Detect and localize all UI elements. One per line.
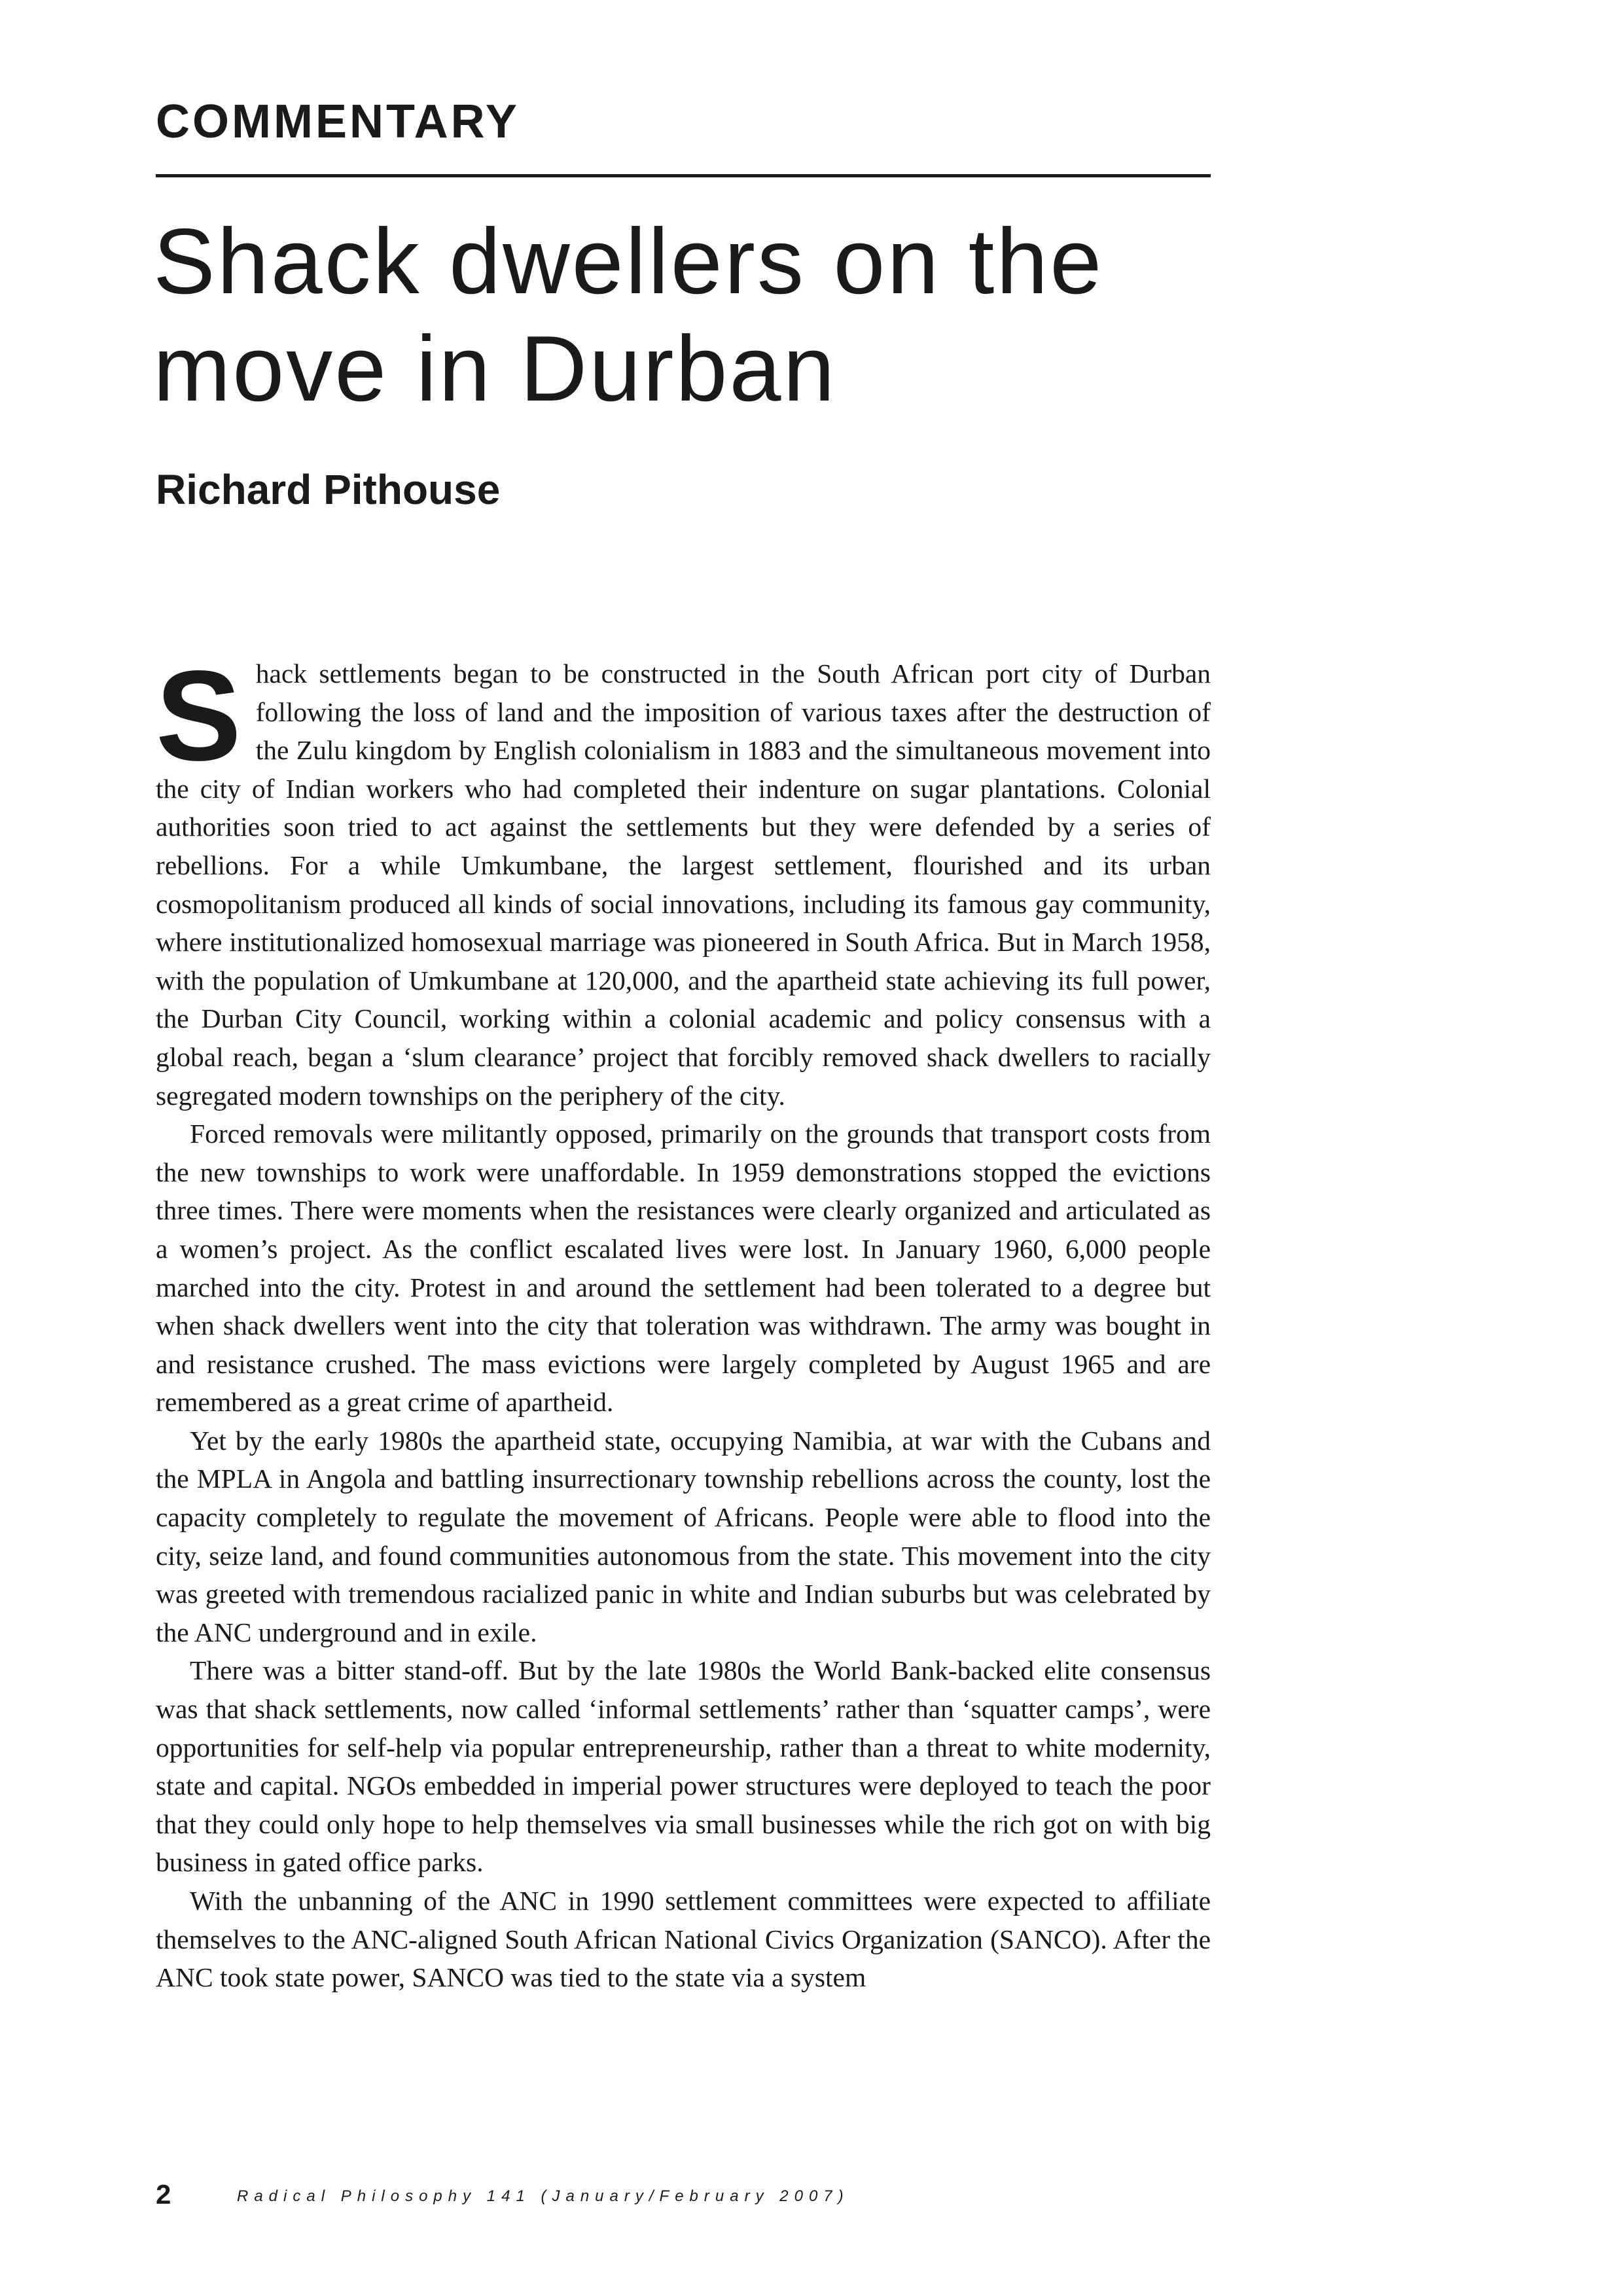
paragraph-3: Yet by the early 1980s the apartheid state, occupying Namibia, at war with the Cubans and the MPLA in Angola and battling insurrectionary township rebellions across the county, lost the capacity completely to regulate the movement of Africans. People were able to flood into the city, seize land, and found communities autonomous from the state. This movement into the city was greeted with tremendous racialized panic in white and Indian suburbs but was celebrated by the ANC underground and in exile.	[156, 1425, 1211, 1647]
paragraph-1-text: hack settlements began to be constructed in the South African port city of Durban following the loss of land and the imposition of various taxes after the destruction of the Zulu kingdom by English colonialism in 1883 and the simultaneous movement into the city of Indian workers who had completed their indenture on sugar plantations. Colonial authorities soon tried to act against the settlements but they were defended by a series of rebellions. For a while Umkumbane, the largest settlement, flourished and its urban cosmopolitanism produced all kinds of social innovations, including its famous gay community, where institutionalized homosexual marriage was pioneered in South Africa. But in March 1958, with the population of Umkumbane at 120,000, and the apartheid state achieving its full power, the Durban City Council, working within a colonial academic and policy consensus with a global reach, began a ‘slum clearance’ project that forcibly removed shack dwellers to racially segregated modern townships on the periphery of the city.	[156, 658, 1211, 1111]
drop-cap: S	[156, 644, 241, 787]
article-body	[156, 644, 1211, 1997]
page-number: 2	[156, 2179, 171, 2210]
author-name: Richard Pithouse	[156, 466, 501, 513]
page-footer	[156, 2181, 849, 2208]
header-rule	[156, 174, 1211, 177]
paragraph-2: Forced removals were militantly opposed, primarily on the grounds that transport costs from the new townships to work were unaffordable. In 1959 demonstrations stopped the evictions three times. There were moments when the resistances were clearly organized and articulated as a women’s project. As the conflict escalated lives were lost. In January 1960, 6,000 people marched into the city. Protest in and around the settlement had been tolerated to a degree but when shack dwellers went into the city that toleration was withdrawn. The army was bought in and resistance crushed. The mass evictions were largely completed by August 1965 and are remembered as a great crime of apartheid.	[156, 1119, 1211, 1418]
paragraph-5: With the unbanning of the ANC in 1990 settlement committees were expected to affiliate themselves to the ANC-aligned South African National Civics Organization (SANCO). After the ANC took state power, SANCO was tied to the state via a system	[156, 1886, 1211, 1993]
paragraph-4: There was a bitter stand-off. But by the late 1980s the World Bank-backed elite consensus was that shack settlements, now called ‘informal settlements’ rather than ‘squatter camps’, were opportunities for self-help via popular entrepreneurship, rather than a threat to white modernity, state and capital. NGOs embedded in imperial power structures were deployed to teach the poor that they could only hope to help themselves via small businesses while the rich got on with big business in gated office parks.	[156, 1655, 1211, 1878]
paragraph-1	[156, 644, 1211, 1115]
article-title: Shack dwellers on the move in Durban	[153, 209, 1104, 421]
section-label: COMMENTARY	[156, 96, 520, 148]
journal-citation: Radical Philosophy 141 (January/February 2007)	[237, 2187, 849, 2205]
